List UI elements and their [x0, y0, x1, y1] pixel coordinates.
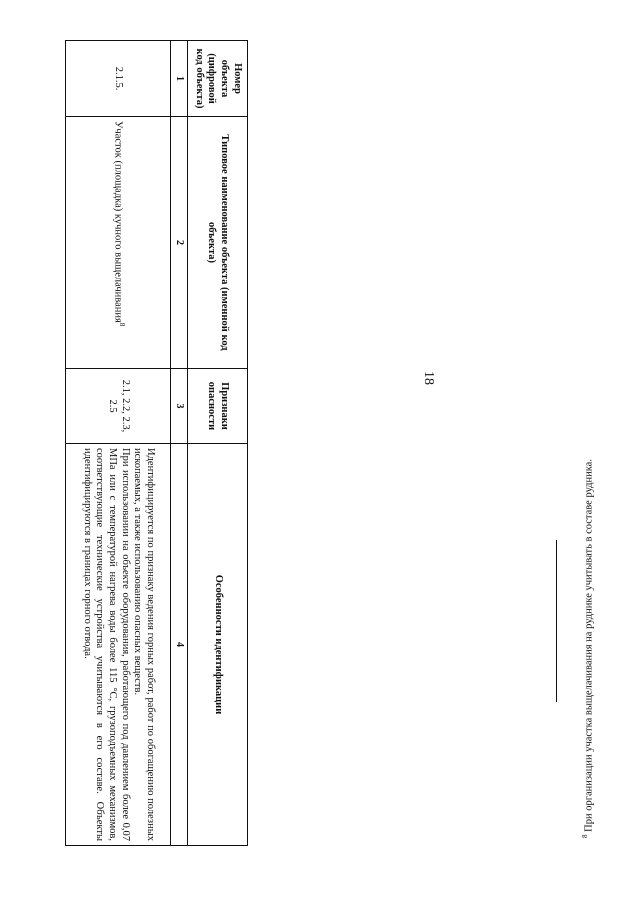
object-code-cell: 2.1.5. [66, 41, 171, 117]
table-row [66, 41, 171, 846]
identification-table [65, 40, 248, 846]
object-name-text: Участок (площадка) кучного выщелачивания [112, 121, 124, 323]
footnote-separator [556, 540, 557, 702]
identification-features-cell [66, 444, 171, 846]
table-header-row [188, 41, 248, 846]
column-number: 1 [171, 41, 188, 117]
footnote [581, 408, 595, 838]
identification-table-rotated [65, 40, 248, 845]
header-object-code: Номер объекта (цифровой код объекта) [188, 41, 248, 117]
header-hazard-signs: Признаки опасности [188, 369, 248, 444]
object-name-cell [66, 117, 171, 369]
features-paragraph-2: При использовании на объекте оборудования, работающего под давлением более 0,07 МПа или с температурой нагрева воды более 115 °С, грузоподъемных механизмов, соответствующие технические устройства учитываются в его составе. Объекты идентифицируются в границах горного отвода. [81, 448, 131, 841]
column-number: 3 [171, 369, 188, 444]
column-number: 4 [171, 444, 188, 846]
header-identification-features: Особенности идентификации [188, 444, 248, 846]
footnote-text: При организации участка выщелачивания на руднике учитывать в составе рудника. [583, 459, 595, 832]
column-number-row [171, 41, 188, 846]
header-object-name: Типовое наименование объекта (именной код объекта) [188, 117, 248, 369]
column-number: 2 [171, 117, 188, 369]
features-paragraph-1: Идентифицируется по признаку ведения горных работ, работ по обогащению полезных ископаемых, а также использованию опасных веществ. [132, 448, 156, 841]
hazard-signs-cell: 2.1, 2.2, 2.3, 2.5 [66, 369, 171, 444]
footnote-ref: 8 [117, 322, 126, 327]
footnote-number: 8 [581, 834, 589, 838]
page-number: 18 [421, 371, 436, 385]
